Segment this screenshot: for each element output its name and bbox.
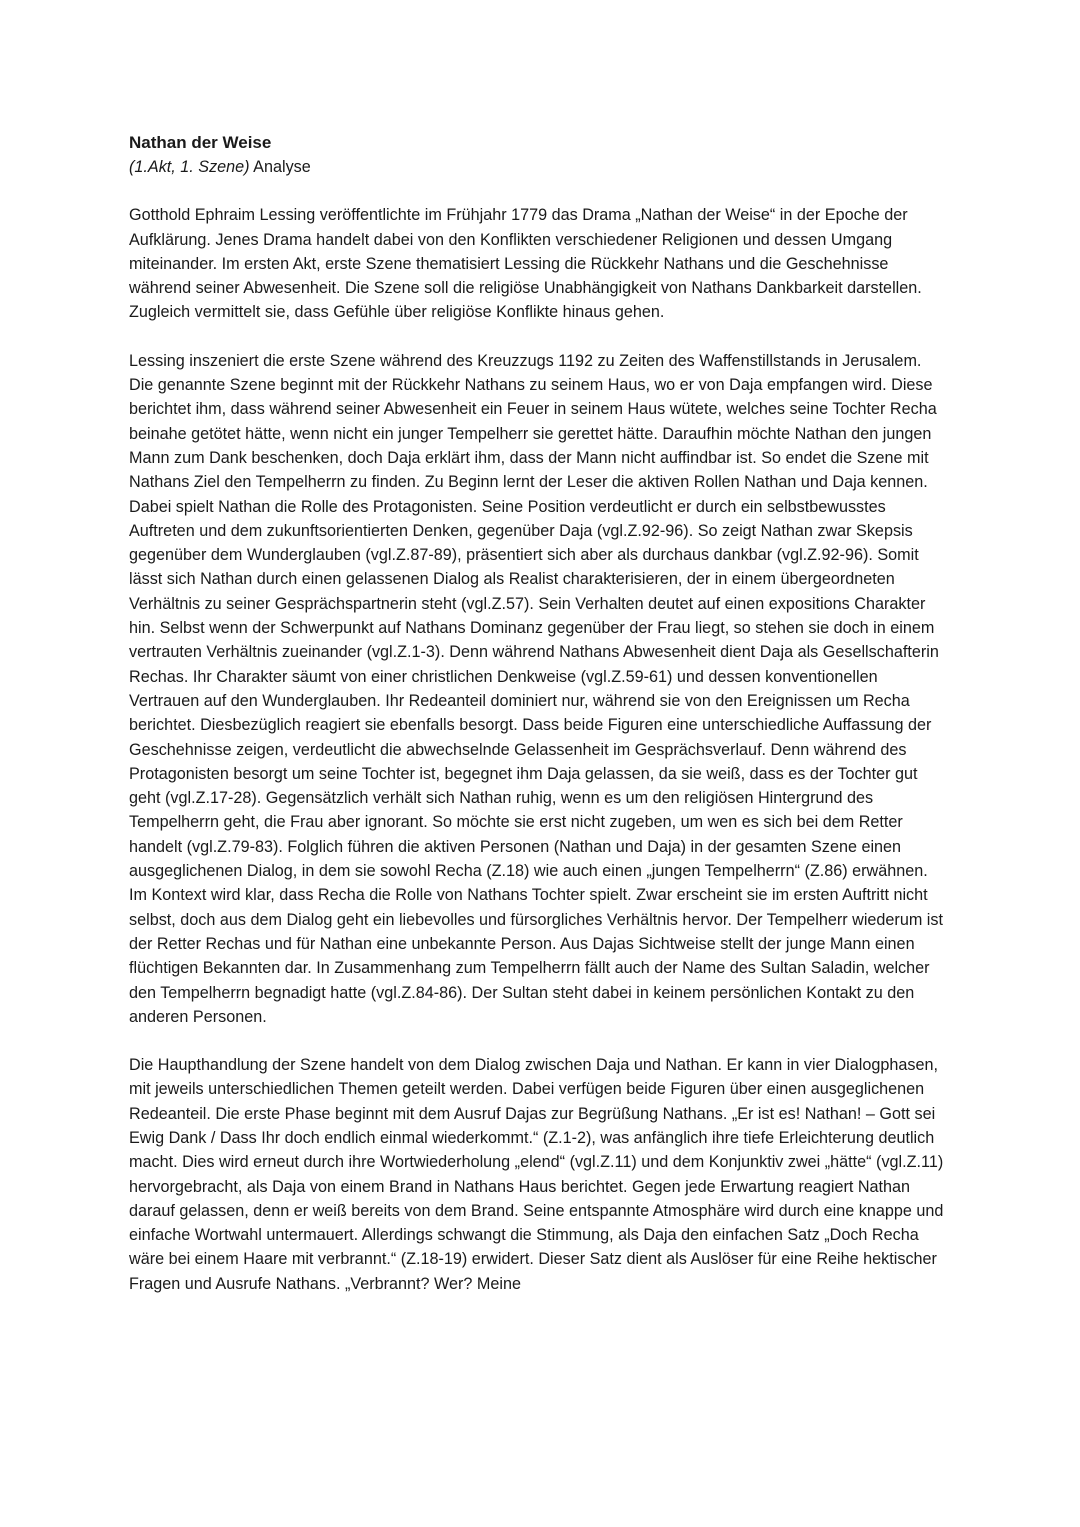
paragraph-scene-summary: Lessing inszeniert die erste Szene während des Kreuzzugs 1192 zu Zeiten des Waffenstillstands in Jerusalem. Die genannte Szene beginnt mit der Rückkehr Nathans zu seinem Haus, wo er von Daja empfangen wird. Diese berichtet ihm, dass während seiner Abwesenheit ein Feuer in seinem Haus wütete, welches seine Tochter Recha beinahe getötet hätte, wenn nicht ein junger Tempelherr sie gerettet hätte. Daraufhin möchte Nathan den jungen Mann zum Dank beschenken, doch Daja erklärt ihm, dass der Mann nicht auffindbar ist. So endet die Szene mit Nathans Ziel den Tempelherrn zu finden. Zu Beginn lernt der Leser die aktiven Rollen Nathan und Daja kennen. Dabei spielt Nathan die Rolle des Protagonisten. Seine Position verdeutlicht er durch ein selbstbewusstes Auftreten und dem zukunftsorientierten Denken, gegenüber Daja (vgl.Z.92-96). So zeigt Nathan zwar Skepsis gegenüber dem Wunderglauben (vgl.Z.87-89), präsentiert sich aber als durchaus dankbar (vgl.Z.92-96). Somit lässt sich Nathan durch einen gelassenen Dialog als Realist charakterisieren, der in einem übergeordneten Verhältnis zu seiner Gesprächspartnerin steht (vgl.Z.57). Sein Verhalten deutet auf einen expositions Charakter hin. Selbst wenn der Schwerpunkt auf Nathans Dominanz gegenüber der Frau liegt, so stehen sie doch in einem vertrauten Verhältnis zueinander (vgl.Z.1-3). Denn während Nathans Abwesenheit dient Daja als Gesellschafterin Rechas. Ihr Charakter säumt von einer christlichen Denkweise (vgl.Z.59-61) und dessen konventionellen Vertrauen auf den Wunderglauben. Ihr Redeanteil dominiert nur, während sie von den Ereignissen um Recha berichtet. Diesbezüglich reagiert sie ebenfalls besorgt. Dass beide Figuren eine unterschiedliche Auffassung der Geschehnisse zeigen, verdeutlicht die abwechselnde Gelassenheit im Gesprächsverlauf. Denn während des Protagonisten besorgt um seine Tochter ist, begegnet ihm Daja gelassen, da sie weiß, dass es der Tochter gut geht (vgl.Z.17-28). Gegensätzlich verhält sich Nathan ruhig, wenn es um den religiösen Hintergrund des Tempelherrn geht, die Frau aber ignorant. So möchte sie erst nicht zugeben, um wen es sich bei dem Retter handelt (vgl.Z.79-83). Folglich führen die aktiven Personen (Nathan und Daja) in der gesamten Szene einen ausgeglichenen Dialog, in dem sie sowohl Recha (Z.18) wie auch einen „jungen Tempelherrn“ (Z.86) erwähnen. Im Kontext wird klar, dass Recha die Rolle von Nathans Tochter spielt. Zwar erscheint sie im ersten Auftritt nicht selbst, doch aus dem Dialog geht ein liebevolles und fürsorgliches Verhältnis hervor. Der Tempelherr wiederum ist der Retter Rechas und für Nathan eine unbekannte Person. Aus Dajas Sichtweise stellt der junge Mann einen flüchtigen Bekannten dar. In Zusammenhang zum Tempelherrn fällt auch der Name des Sultan Saladin, welcher den Tempelherrn begnadigt hatte (vgl.Z.84-86). Der Sultan steht dabei in keinem persönlichen Kontakt zu den anderen Personen. [129,351,943,1026]
spacer [129,179,949,203]
paragraph-main-action: Die Haupthandlung der Szene handelt von dem Dialog zwischen Daja und Nathan. Er kann in vier Dialogphasen, mit jeweils unterschiedlichen Themen geteilt werden. Dabei verfügen beide Figuren über einen ausgeglichenen Redeanteil. Die erste Phase beginnt mit dem Ausruf Dajas zur Begrüßung Nathans. „Er ist es! Nathan! – Gott sei Ewig Dank / Dass Ihr doch endlich einmal wiederkommt.“ (Z.1-2), was anfänglich ihre tiefe Erleichterung deutlich macht. Dies wird erneut durch ihre Wortwiederholung „elend“ (vgl.Z.11) und dem Konjunktiv zwei „hätte“ (vgl.Z.11) hervorgebracht, als Daja von einem Brand in Nathans Haus berichtet. Gegen jede Erwartung reagiert Nathan darauf gelassen, denn er weiß bereits von dem Brand. Seine entspannte Atmosphäre wird durch eine knappe und einfache Wortwahl untermauert. Allerdings schwangt die Stimmung, als Daja den einfachen Satz „Doch Recha wäre bei einem Haare mit verbrannt.“ (Z.18-19) erwidert. Dieser Satz dient als Auslöser für eine Reihe hektischer Fragen und Ausrufe Nathans. „Verbrannt? Wer? Meine [129,1056,944,1293]
document-subtitle [129,155,949,179]
document-title: Nathan der Weise [129,133,272,152]
spacer [129,1029,949,1053]
subtitle-act-scene: (1.Akt, 1. Szene) [129,158,250,176]
subtitle-label: Analyse [249,158,311,176]
paragraph-intro: Gotthold Ephraim Lessing veröffentlichte im Frühjahr 1779 das Drama „Nathan der Weise“ in der Epoche der Aufklärung. Jenes Drama handelt dabei von den Konflikten verschiedener Religionen und dessen Umgang miteinander. Im ersten Akt, erste Szene thematisiert Lessing die Rückkehr Nathans und die Geschehnisse während seiner Abwesenheit. Die Szene soll die religiöse Unabhängigkeit von Nathans Dankbarkeit darstellen. Zugleich vermittelt sie, dass Gefühle über religiöse Konflikte hinaus gehen. [129,206,922,322]
spacer [129,325,949,349]
document-page [129,131,949,1296]
